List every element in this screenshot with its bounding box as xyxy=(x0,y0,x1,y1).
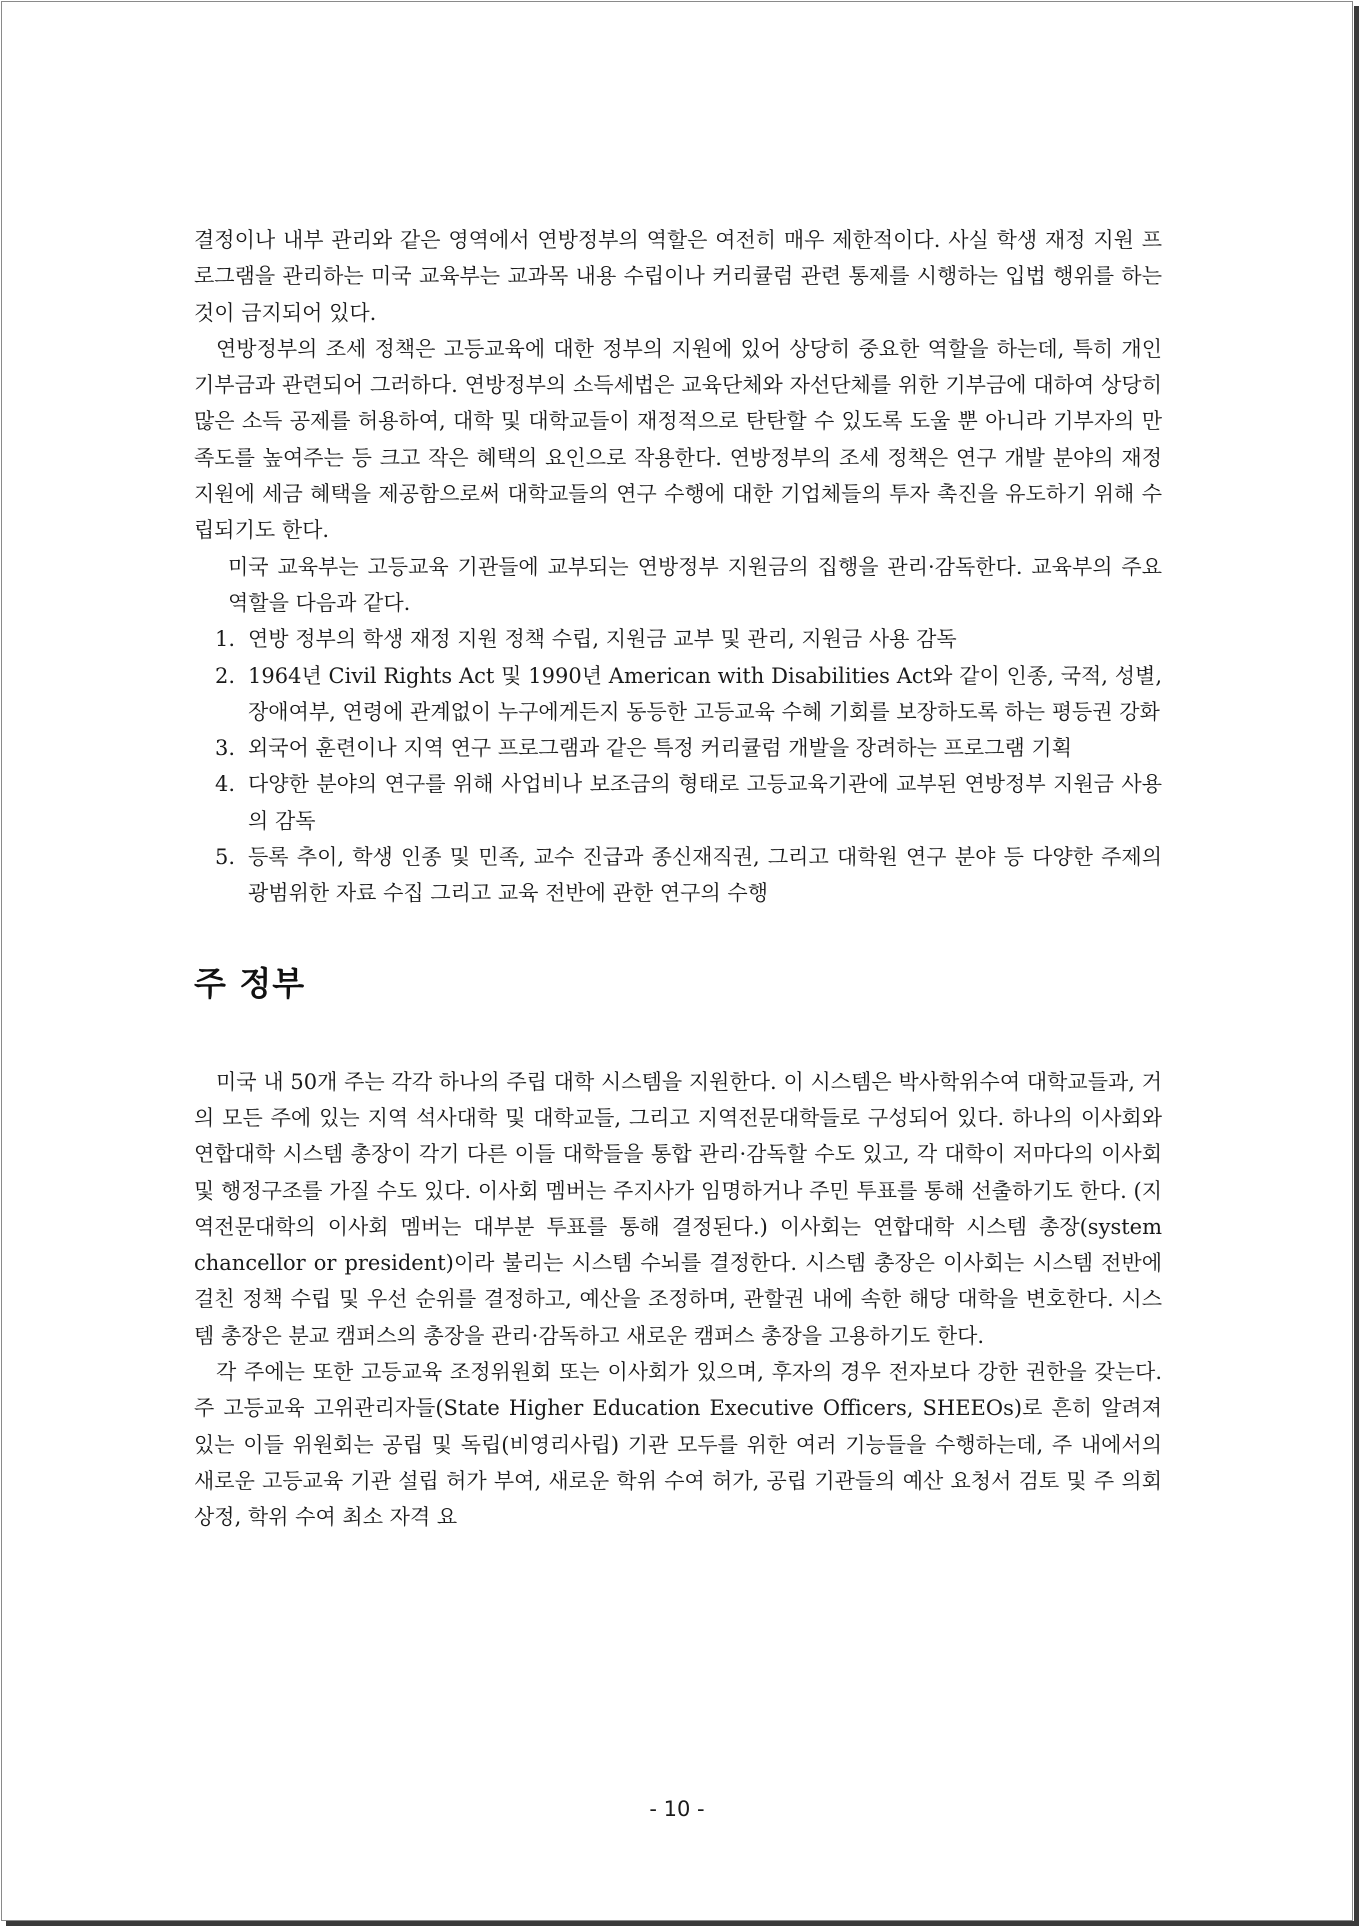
page-shadow-bottom xyxy=(6,1921,1359,1926)
list-item-number: 2. xyxy=(215,663,236,688)
list-item xyxy=(194,621,1162,657)
list-item xyxy=(194,839,1162,912)
list-item-number: 3. xyxy=(215,736,236,761)
list-item-text: 다양한 분야의 연구를 위해 사업비나 보조금의 형태로 고등교육기관에 교부된 연방정부 지원금 사용의 감독 xyxy=(248,772,1162,833)
section-heading: 주 정부 xyxy=(194,963,306,1003)
list-item-text: 1964년 Civil Rights Act 및 1990년 American with Disabilities Act와 같이 인종, 국적, 성별, 장애여부, 연령에 관계없이 누구에게든지 동등한 고등교육 수혜 기회를 보장하도록 하는 평등권 강화 xyxy=(248,663,1162,724)
list-item-number: 1. xyxy=(215,627,236,652)
page-content xyxy=(194,222,1162,1536)
ed-dept-intro: 미국 교육부는 고등교육 기관들에 교부되는 연방정부 지원금의 집행을 관리·감독한다. 교육부의 주요 역할을 다음과 같다. xyxy=(228,554,1162,615)
paragraph-state-systems: 미국 내 50개 주는 각각 하나의 주립 대학 시스템을 지원한다. 이 시스템은 박사학위수여 대학교들과, 거의 모든 주에 있는 지역 석사대학 및 대학교들, 그리고 지역전문대학들로 구성되어 있다. 하나의 이사회와 연합대학 시스템 총장이 각기 다른 이들 대학들을 통합 관리·감독할 수도 있고, 각 대학이 저마다의 이사회 및 행정구조를 가질 수도 있다. 이사회 멤버는 주지사가 임명하거나 주민 투표를 통해 선출하기도 한다. (지역전문대학의 이사회 멤버는 대부분 투표를 통해 결정된다.) 이사회는 연합대학 시스템 총장(system chancellor or president)이라 불리는 시스템 수뇌를 결정한다. 시스템 총장은 이사회는 시스템 전반에 걸친 정책 수립 및 우선 순위를 결정하고, 예산을 조정하며, 관할권 내에 속한 해당 대학을 변호한다. 시스템 총장은 분교 캠퍼스의 총장을 관리·감독하고 새로운 캠퍼스 총장을 고용하기도 한다. xyxy=(194,1069,1162,1348)
list-item-number: 4. xyxy=(215,772,236,797)
list-item-number: 5. xyxy=(215,845,236,870)
page-number: - 10 - xyxy=(649,1797,705,1821)
page-shadow-right xyxy=(1354,6,1359,1926)
paragraph-tax-policy: 연방정부의 조세 정책은 고등교육에 대한 정부의 지원에 있어 상당히 중요한 역할을 하는데, 특히 개인 기부금과 관련되어 그러하다. 연방정부의 소득세법은 교육단체와 자선단체를 위한 기부금에 대하여 상당히 많은 소득 공제를 허용하여, 대학 및 대학교들이 재정적으로 탄탄할 수 있도록 도울 뿐 아니라 기부자의 만족도를 높여주는 등 크고 작은 혜택의 요인으로 작용한다. 연방정부의 조세 정책은 연구 개발 분야의 재정 지원에 세금 혜택을 제공함으로써 대학교들의 연구 수행에 대한 기업체들의 투자 촉진을 유도하기 위해 수립되기도 한다. xyxy=(194,336,1162,543)
list-item-text: 연방 정부의 학생 재정 지원 정책 수립, 지원금 교부 및 관리, 지원금 사용 감독 xyxy=(248,627,957,652)
list-item-text: 외국어 훈련이나 지역 연구 프로그램과 같은 특정 커리큘럼 개발을 장려하는 프로그램 기획 xyxy=(248,736,1073,761)
paragraph-coordinating-boards: 각 주에는 또한 고등교육 조정위원회 또는 이사회가 있으며, 후자의 경우 전자보다 강한 권한을 갖는다. 주 고등교육 고위관리자들(State Higher Education Executive Officers, SHEEOs)로 흔히 알려져 있는 이들 위원회는 공립 및 독립(비영리사립) 기관 모두를 위한 여러 기능들을 수행하는데, 주 내에서의 새로운 고등교육 기관 설립 허가 부여, 새로운 학위 수여 허가, 공립 기관들의 예산 요청서 검토 및 주 의회 상정, 학위 수여 최소 자격 요 xyxy=(194,1360,1162,1530)
list-item xyxy=(194,658,1162,731)
paragraph-federal-role: 결정이나 내부 관리와 같은 영역에서 연방정부의 역할은 여전히 매우 제한적이다. 사실 학생 재정 지원 프로그램을 관리하는 미국 교육부는 교과목 내용 수립이나 커리큘럼 관련 통제를 시행하는 입법 행위를 하는 것이 금지되어 있다. xyxy=(194,228,1162,325)
duties-list xyxy=(194,621,1162,911)
list-item xyxy=(194,766,1162,839)
list-item xyxy=(194,730,1162,766)
list-item-text: 등록 추이, 학생 인종 및 민족, 교수 진급과 종신재직권, 그리고 대학원 연구 분야 등 다양한 주제의 광범위한 자료 수집 그리고 교육 전반에 관한 연구의 수행 xyxy=(248,845,1162,906)
